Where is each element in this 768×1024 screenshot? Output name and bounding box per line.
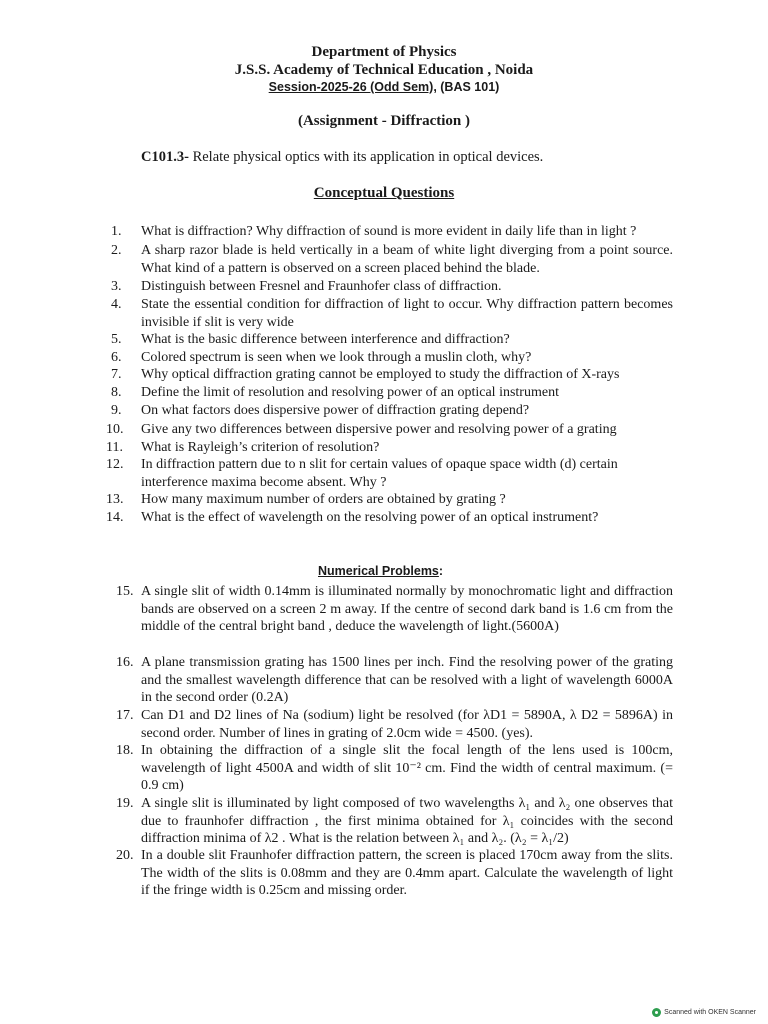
problem-number: 15.: [116, 584, 134, 599]
problem-text: Can D1 and D2 lines of Na (sodium) light be resolved (for λD1 = 5890A, λ D2 = 5896A) in second order. Number of lines in grating of 2.0cm wide = 4500. (yes).: [141, 708, 673, 741]
department-heading: Department of Physics: [311, 44, 457, 60]
institute-heading: J.S.S. Academy of Technical Education , Noida: [234, 62, 534, 78]
question-number: 5.: [111, 332, 122, 347]
session-underlined: Session-2025-26 (Odd Sem),: [268, 80, 437, 94]
question-text: Define the limit of resolution and resolving power of an optical instrument: [141, 385, 559, 400]
question-number: 13.: [106, 492, 124, 507]
question-number: 2.: [111, 243, 122, 258]
conceptual-questions-heading: Conceptual Questions: [313, 185, 455, 201]
question-text: In diffraction pattern due to n slit for certain values of opaque space width (d) certain interference maxima become absent. Why ?: [141, 457, 618, 490]
question-number: 1.: [111, 224, 122, 239]
problem-text: In a double slit Fraunhofer diffraction pattern, the screen is placed 170cm away from the slits. The width of the slits is 0.08mm and they are 0.4mm apart. Calculate the wavelength of light if the fringe width is 0.25cm and missing order.: [141, 848, 673, 898]
question-number: 12.: [106, 457, 124, 472]
assignment-title: (Assignment - Diffraction ): [297, 113, 471, 129]
question-text: Distinguish between Fresnel and Fraunhofer class of diffraction.: [141, 279, 502, 294]
question-number: 4.: [111, 297, 122, 312]
question-number: 3.: [111, 279, 122, 294]
question-number: 14.: [106, 510, 124, 525]
scanner-logo-icon: [652, 1008, 661, 1017]
numerical-heading-text: Numerical Problems: [318, 564, 439, 578]
question-text: How many maximum number of orders are obtained by grating ?: [141, 492, 506, 507]
question-number: 7.: [111, 367, 122, 382]
course-outcome: [141, 149, 543, 166]
question-number: 10.: [106, 422, 124, 437]
problem-number: 18.: [116, 743, 134, 758]
problem-number: 20.: [116, 848, 134, 863]
scanner-text: Scanned with OKEN Scanner: [664, 1009, 756, 1016]
session-course-code: (BAS 101): [436, 80, 500, 94]
question-text: What is the basic difference between interference and diffraction?: [141, 332, 510, 347]
problem-number: 19.: [116, 796, 134, 811]
numerical-heading-colon: :: [438, 564, 444, 578]
question-text: State the essential condition for diffraction of light to occur. Why diffraction pattern becomes invisible if slit is very wide: [141, 297, 673, 330]
question-text: A sharp razor blade is held vertically in a beam of white light diverging from a point source. What kind of a pattern is observed on a screen placed behind the blade.: [141, 243, 673, 276]
question-text: Give any two differences between dispersive power and resolving power of a grating: [141, 422, 617, 437]
question-number: 8.: [111, 385, 122, 400]
problem-text: In obtaining the diffraction of a single slit the focal length of the lens used is 100cm, wavelength of light 4500A and width of slit 10⁻² cm. Find the width of central maximum. (= 0.9 cm): [141, 743, 673, 793]
problem-text: A single slit of width 0.14mm is illuminated normally by monochromatic light and diffraction bands are observed on a screen 2 m away. If the centre of second dark band is 1.6 cm from the middle of the central bright band , deduce the wavelength of light.(5600A): [141, 584, 673, 634]
numerical-problems-heading: [318, 564, 443, 578]
question-text: What is diffraction? Why diffraction of sound is more evident in daily life than in light ?: [141, 224, 637, 239]
problem-text: A plane transmission grating has 1500 lines per inch. Find the resolving power of the grating and the smallest wavelength difference that can be resolved with a light of wavelength 6000A in the second order (0.2A): [141, 655, 673, 705]
question-text: What is Rayleigh’s criterion of resolution?: [141, 440, 380, 455]
course-outcome-text: Relate physical optics with its application in optical devices.: [188, 149, 544, 165]
question-text: Colored spectrum is seen when we look through a muslin cloth, why?: [141, 350, 532, 365]
course-outcome-code: C101.3-: [141, 149, 189, 165]
question-text: On what factors does dispersive power of diffraction grating depend?: [141, 403, 530, 418]
problem-text: A single slit is illuminated by light composed of two wavelengths λ₁ and λ₂ one observes that due to fraunhofer diffraction , the first minima obtained for λ₁ coincides with the second diffraction minima of λ2 . What is the relation between λ₁ and λ₂. (λ₂ = λ₁/2): [141, 796, 673, 846]
session-line: [0, 80, 768, 94]
scanner-watermark: [652, 1008, 756, 1017]
question-text: Why optical diffraction grating cannot be employed to study the diffraction of X-rays: [141, 367, 620, 382]
question-text: What is the effect of wavelength on the resolving power of an optical instrument?: [141, 510, 599, 525]
problem-number: 16.: [116, 655, 134, 670]
problem-number: 17.: [116, 708, 134, 723]
question-number: 11.: [106, 440, 123, 455]
question-number: 6.: [111, 350, 122, 365]
question-number: 9.: [111, 403, 122, 418]
